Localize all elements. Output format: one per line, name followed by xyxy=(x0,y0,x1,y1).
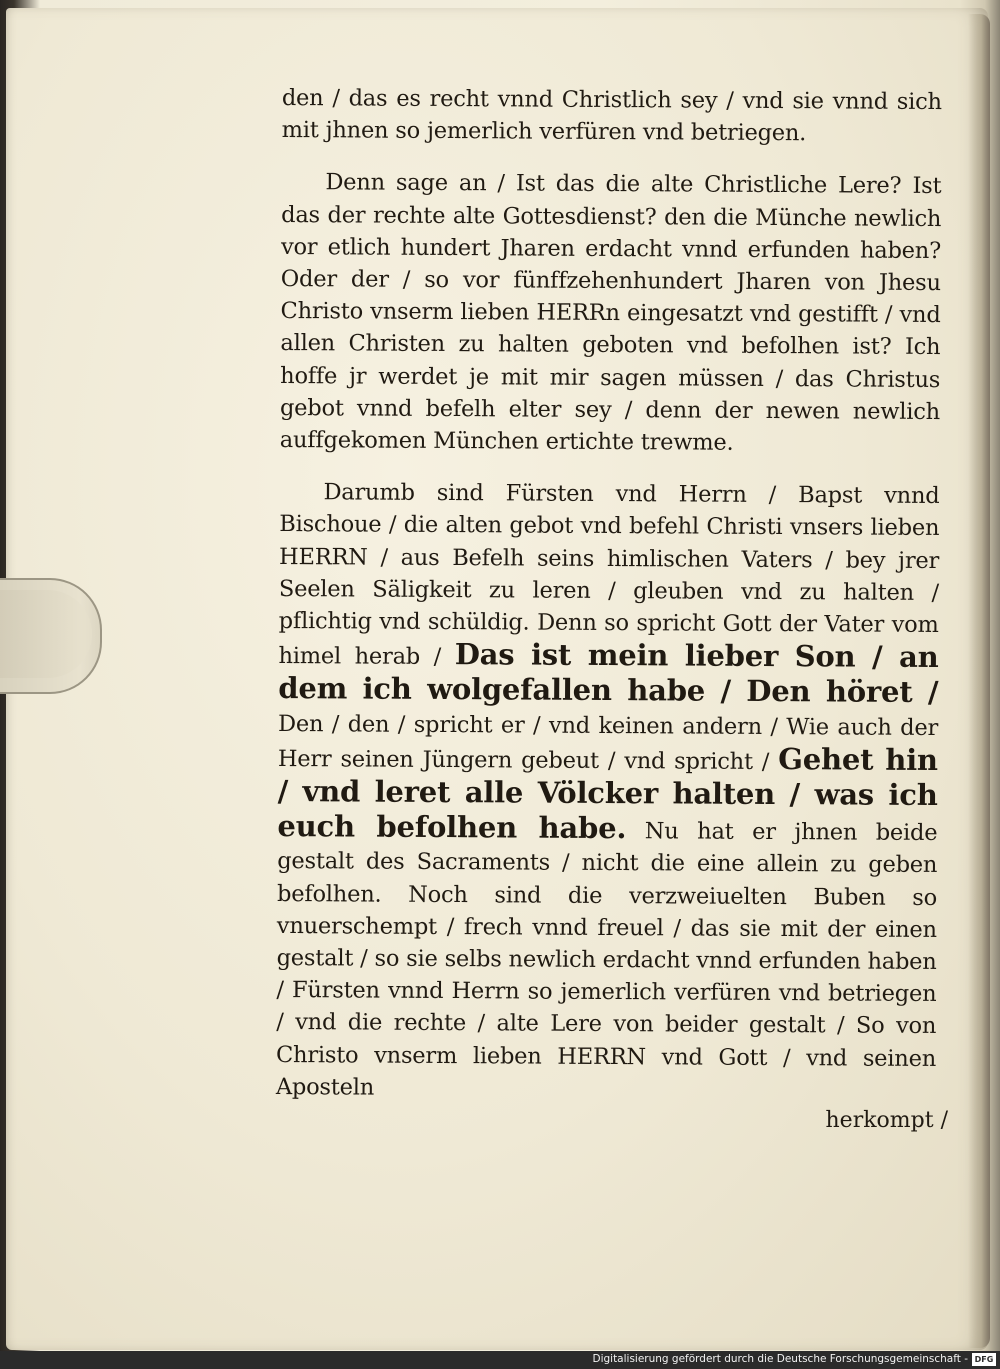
page-text xyxy=(276,82,942,1127)
paragraph-darumb-end: Nu hat er jhnen beide gestalt des Sacraments / nicht die eine allein zu geben befolhen. Noch sind die verzweiuelten Buben so vnuerschempt / frech vnnd freuel / das sie mit der einen gestalt / so sie selbs newlich erdacht vnnd erfunden haben / Fürsten vnnd Herrn so jemerlich verfüren vnd betriegen / vnd die rechte / alte Lere von beider gestalt / So von Christo vnserm lieben HERRN vnd Gott / vnd seinen Aposteln xyxy=(275,818,938,1101)
paragraph-darumb-start: Darumb sind Fürsten vnd Herrn / Bapst vnnd Bischoue / die alten gebot vnd befehl Christi vnsers lieben HERRN / aus Befelh seins himlischen Vaters / bey jrer Seelen Säligkeit zu leren / gleuben vnd zu halten / pflichtig vnd schüldig. Denn so spricht Gott der Vater vom himel herab / xyxy=(278,479,940,671)
paragraph-darumb xyxy=(276,476,940,1107)
paragraph-denn-sage-an: Denn sage an / Ist das die alte Christliche Lere? Ist das der rechte alte Gottesdienst? den die Münche newlich vor etlich hundert Jharen erdacht vnnd erfunden haben? Oder der / so vor fünffzehenhundert Jharen von Jhesu Christo vnserm lieben HERRn eingesatzt vnd gestifft / vnd allen Christen zu halten geboten vnd befolhen ist? Ich hoffe jr werdet je mit mir sagen müssen / das Christus gebot vnnd befelh elter sey / denn der newen newlich auffgekomen München ertichte trewme. xyxy=(279,169,942,456)
scripture-quote-gehet: Gehet hin / vnd leret alle Völcker halten / was ich euch befolhen habe. xyxy=(277,741,938,846)
catchword: herkompt / xyxy=(825,1108,948,1133)
paragraph-continuation: den / das es recht vnnd Christlich sey / vnd sie vnnd sich mit jhnen so jemerlich verfüren vnd betriegen. xyxy=(281,84,942,147)
page-clip-inner xyxy=(0,590,92,678)
scripture-quote-son: Das ist mein lieber Son / an dem ich wolgefallen habe / Den höret / xyxy=(278,637,939,710)
digitization-credit: Digitalisierung gefördert durch die Deutsche Forschungsgemeinschaft - xyxy=(592,1353,968,1365)
paragraph-darumb-mid: Den / den / spricht er / vnd keinen andern / Wie auch der Herr seinen Jüngern gebeut / vnd spricht / xyxy=(277,710,939,775)
page-edge-shadow xyxy=(968,14,990,1348)
dfg-logo-icon: DFG xyxy=(972,1353,996,1366)
